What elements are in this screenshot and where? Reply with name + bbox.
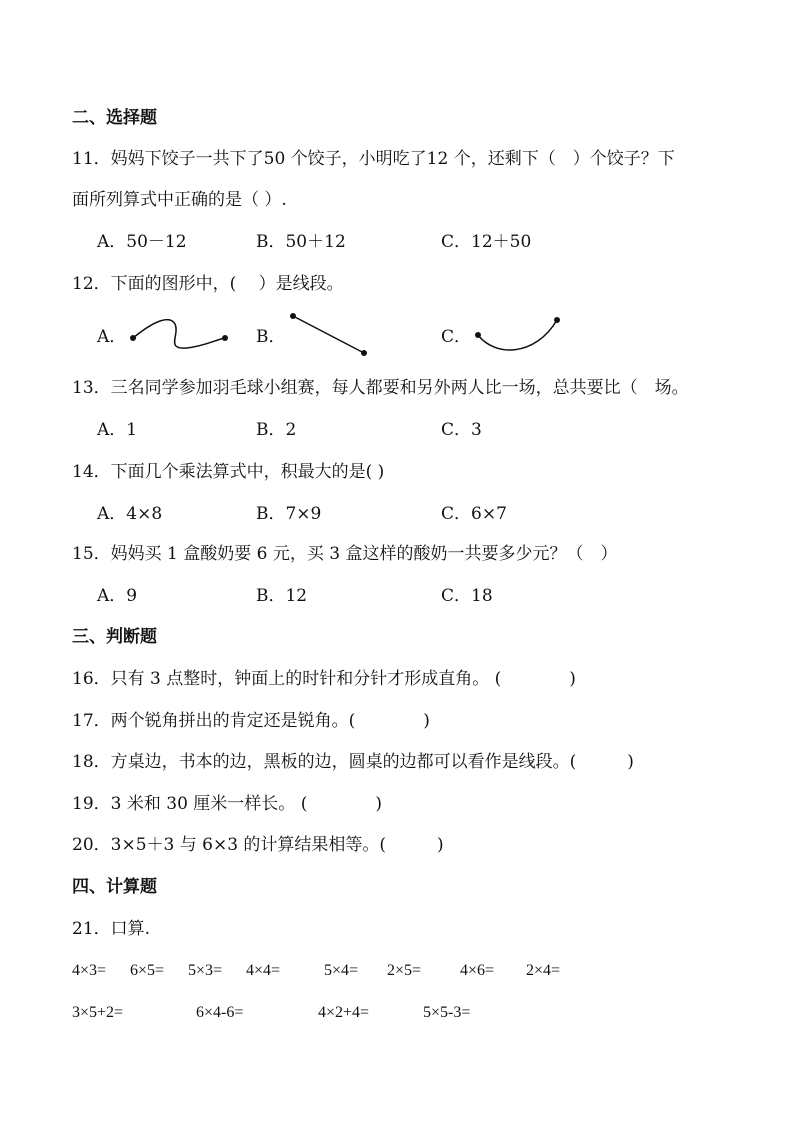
calc-item: 4×6= (460, 962, 495, 979)
q11-option-b[interactable]: B．50＋12 (256, 232, 346, 252)
question-14: 14．下面几个乘法算式中，积最大的是( ) (72, 462, 385, 482)
question-15: 15．妈妈买 1 盒酸奶要 6 元，买 3 盒这样的酸奶一共要多少元？（ ） (72, 544, 618, 564)
question-18: 18．方桌边，书本的边，黑板的边，圆桌的边都可以看作是线段。( ) (72, 752, 634, 772)
question-19: 19．3 米和 30 厘米一样长。 ( ) (72, 794, 382, 814)
section-judge-title: 三、判断题 (72, 627, 157, 647)
q14-option-a[interactable]: A．4×8 (97, 504, 163, 524)
q13-option-c[interactable]: C．3 (441, 420, 482, 440)
calc-item: 3×5+2= (72, 1004, 124, 1021)
q12-option-a[interactable]: A． (97, 327, 127, 347)
q15-option-a[interactable]: A．9 (97, 586, 138, 606)
calc-item: 4×4= (246, 962, 281, 979)
q12-option-c[interactable]: C． (441, 327, 472, 347)
question-16: 16．只有 3 点整时，钟面上的时针和分针才形成直角。 ( ) (72, 669, 576, 689)
q15-option-b[interactable]: B．12 (256, 586, 308, 606)
calc-item: 4×2+4= (318, 1004, 370, 1021)
q11-option-a[interactable]: A．50－12 (97, 232, 187, 252)
calc-item: 5×5-3= (423, 1004, 471, 1021)
q14-option-b[interactable]: B．7×9 (256, 504, 322, 524)
q15-option-c[interactable]: C．18 (441, 586, 493, 606)
calc-item: 2×5= (387, 962, 422, 979)
section-choice-title: 二、选择题 (72, 108, 157, 128)
calc-item: 5×4= (324, 962, 359, 979)
calc-item: 6×4-6= (196, 1004, 244, 1021)
question-21-title: 21．口算. (72, 919, 151, 939)
question-17: 17．两个锐角拼出的肯定还是锐角。( ) (72, 711, 430, 731)
q14-option-c[interactable]: C．6×7 (441, 504, 507, 524)
calc-item: 4×3= (72, 962, 107, 979)
question-13: 13．三名同学参加羽毛球小组赛，每人都要和另外两人比一场，总共要比（ 场。 (72, 378, 689, 398)
q13-option-a[interactable]: A．1 (97, 420, 138, 440)
question-20: 20．3×5＋3 与 6×3 的计算结果相等。( ) (72, 835, 444, 855)
question-11-line2: 面所列算式中正确的是（ ）. (72, 190, 287, 210)
q12-figure-c-arc (470, 312, 570, 362)
calc-item: 6×5= (130, 962, 165, 979)
q13-option-b[interactable]: B．2 (256, 420, 297, 440)
q12-figure-b-segment (285, 310, 375, 360)
calc-item: 2×4= (526, 962, 561, 979)
q12-option-b[interactable]: B． (256, 327, 286, 347)
calc-item: 5×3= (188, 962, 223, 979)
question-11-line1: 11．妈妈下饺子一共下了50 个饺子，小明吃了12 个，还剩下（ ）个饺子？下 (72, 149, 675, 169)
q11-option-c[interactable]: C．12＋50 (441, 232, 532, 252)
section-calc-title: 四、计算题 (72, 877, 157, 897)
q12-figure-a-curve (125, 310, 235, 355)
question-12: 12．下面的图形中，( ）是线段。 (72, 274, 344, 294)
